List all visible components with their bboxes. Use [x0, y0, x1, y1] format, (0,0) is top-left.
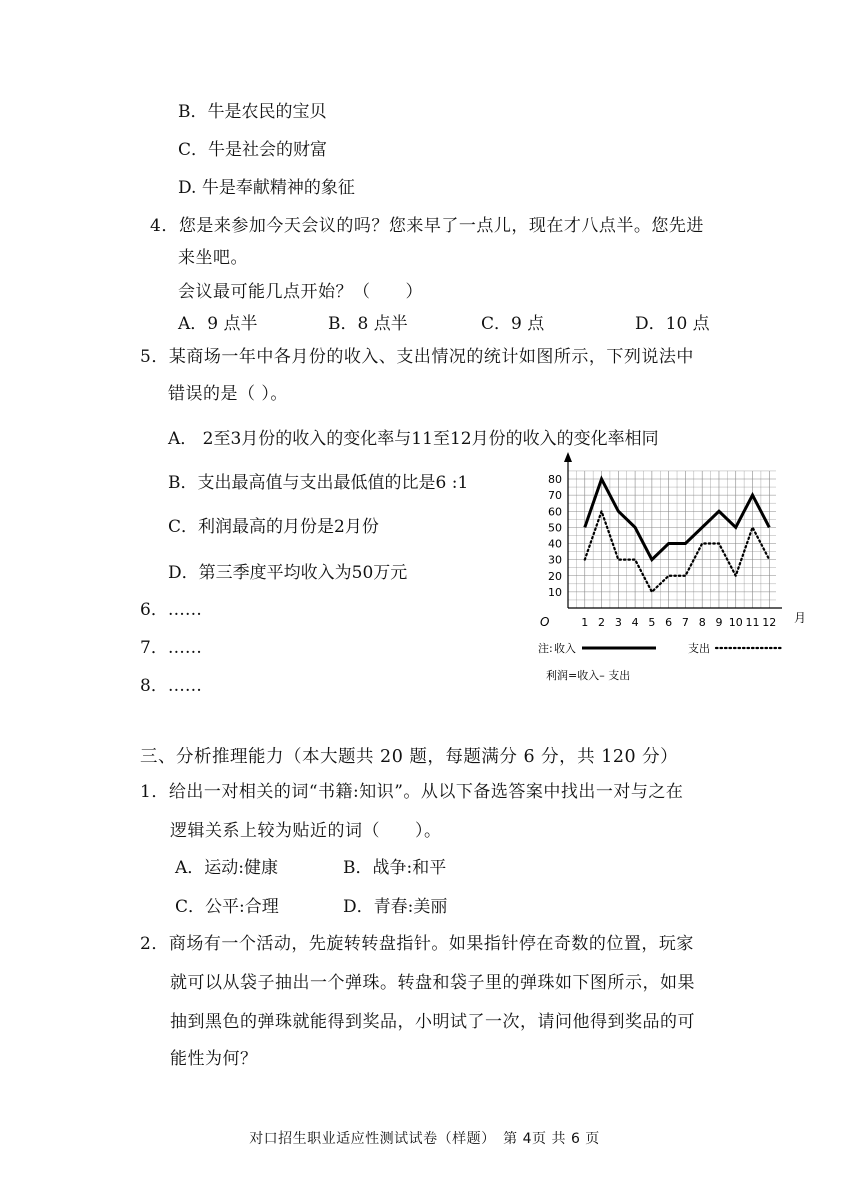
question-6-placeholder: 6．……	[140, 600, 202, 620]
profit-note: 利润=收入– 支出	[546, 669, 631, 682]
origin-label: O	[540, 615, 550, 629]
question-7-placeholder: 7．……	[140, 638, 202, 658]
legend-label-expense: 支出	[688, 642, 710, 655]
y-tick-label: 40	[548, 537, 562, 551]
s3-q2-line3: 抽到黑色的弹珠就能得到奖品，小明试了一次，请问他得到奖品的可	[170, 1012, 695, 1032]
s3-q2-line4: 能性为何？	[170, 1049, 258, 1069]
y-tick-label: 30	[548, 553, 562, 567]
s3-q1-option-d: D．青春:美丽	[343, 897, 448, 917]
x-tick-label: 4	[631, 616, 639, 629]
x-tick-label: 9	[715, 616, 723, 629]
q5-stem-line1: 5．某商场一年中各月份的收入、支出情况的统计如图所示，下列说法中	[140, 347, 694, 367]
s3-q2-line2: 就可以从袋子抽出一个弹珠。转盘和袋子里的弹珠如下图所示，如果	[170, 973, 695, 993]
y-tick-label: 50	[548, 521, 562, 535]
q3-option-d: D. 牛是奉献精神的象征	[178, 178, 355, 198]
x-tick-label: 7	[681, 616, 689, 629]
y-tick-label: 80	[548, 473, 562, 486]
q3-option-b: B．牛是农民的宝贝	[178, 102, 327, 122]
legend-label-income: 收入	[554, 642, 576, 655]
x-tick-label: 8	[698, 616, 706, 629]
x-tick-label: 6	[665, 616, 673, 629]
q4-option-a: A．9 点半	[178, 314, 258, 334]
question-8-placeholder: 8．……	[140, 676, 202, 696]
x-tick-label: 10	[728, 616, 743, 629]
q4-option-d: D．10 点	[635, 314, 710, 334]
s3-q1-line1: 1．给出一对相关的词“书籍:知识”。从以下备选答案中找出一对与之在	[140, 782, 684, 802]
x-tick-label: 12	[762, 616, 777, 629]
s3-q1-line2: 逻辑关系上较为贴近的词（ ）。	[170, 821, 442, 841]
chart-legend	[538, 641, 782, 682]
q4-stem-line1: 4．您是来参加今天会议的吗？您来早了一点儿，现在才八点半。您先进	[150, 216, 704, 236]
s3-q1-option-c: C．公平:合理	[175, 897, 279, 917]
y-tick-label: 60	[548, 505, 562, 519]
x-tick-label: 2	[598, 616, 606, 629]
x-tick-label: 5	[648, 616, 656, 629]
q3-option-c: C．牛是社会的财富	[178, 140, 328, 160]
y-axis-arrow	[564, 452, 572, 462]
y-tick-label: 10	[548, 585, 562, 599]
q4-option-c: C．9 点	[481, 314, 545, 334]
q4-stem-line2: 来坐吧。	[178, 248, 248, 268]
y-tick-label: 20	[548, 569, 562, 583]
x-tick-label: 1	[581, 616, 589, 629]
q4-option-b: B．8 点半	[328, 314, 408, 334]
x-axis-unit: 月	[794, 611, 807, 625]
q5-option-b: B．支出最高值与支出最低值的比是6 :1	[168, 473, 469, 493]
q4-question: 会议最可能几点开始？（ ）	[178, 282, 423, 302]
q5-option-d: D．第三季度平均收入为50万元	[168, 563, 408, 583]
s3-q1-option-b: B．战争:和平	[343, 858, 447, 878]
s3-q2-line1: 2．商场有一个活动，先旋转转盘指针。如果指针停在奇数的位置，玩家	[140, 934, 694, 954]
y-tick-label: 70	[548, 489, 562, 503]
legend-prefix: 注:	[538, 642, 553, 655]
q5-option-a: A． 2至3月份的收入的变化率与11至12月份的收入的变化率相同	[168, 429, 659, 449]
x-tick-label: 11	[745, 616, 760, 629]
x-tick-label: 3	[614, 616, 622, 629]
q5-stem-line2: 错误的是（ ）。	[168, 384, 288, 404]
q5-option-c: C．利润最高的月份是2月份	[168, 517, 379, 537]
s3-q1-option-a: A．运动:健康	[175, 858, 279, 878]
chart-ticks	[540, 473, 806, 629]
section-3-title: 三、分析推理能力（本大题共 20 题，每题满分 6 分，共 120 分）	[140, 747, 679, 767]
page-footer: 对口招生职业适应性测试试卷（样题） 第 4页 共 6 页	[249, 1131, 600, 1147]
chart-grid	[568, 471, 776, 608]
income-expense-chart	[520, 450, 820, 690]
chart-axes	[564, 452, 782, 608]
